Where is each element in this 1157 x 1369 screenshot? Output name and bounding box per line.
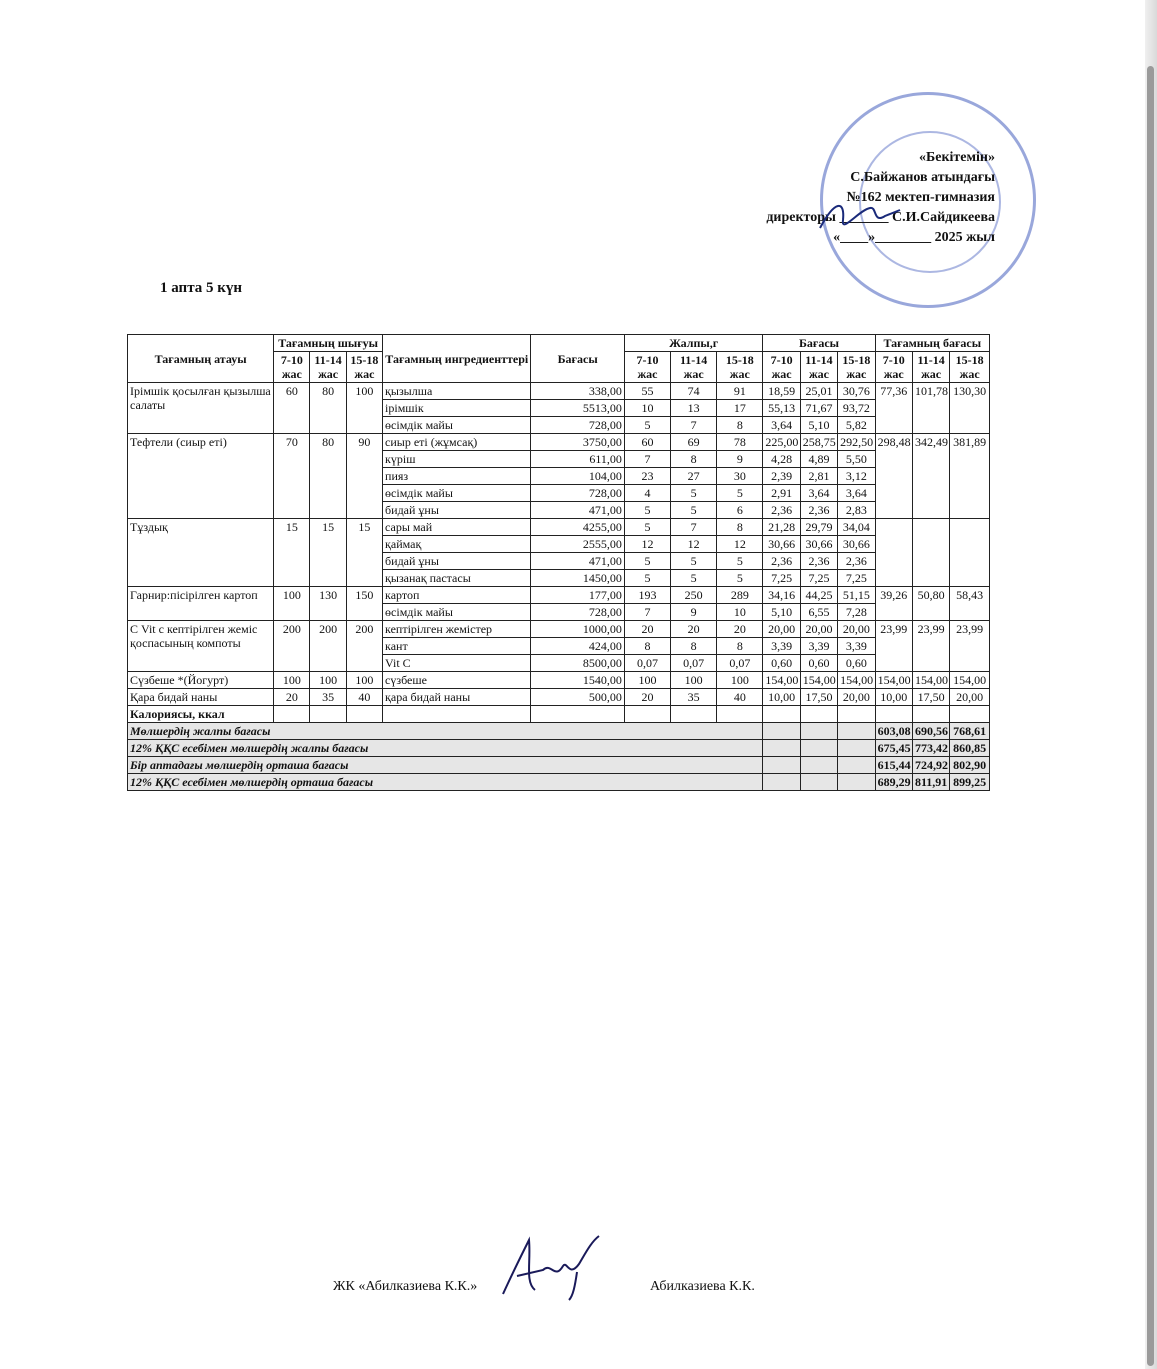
ingredient-cost: 0,60 xyxy=(838,655,875,672)
total-row xyxy=(128,740,990,757)
ingredient-name: пияз xyxy=(383,468,531,485)
header-age: 15-18 жас xyxy=(838,352,875,383)
ingredient-grams: 20 xyxy=(624,621,670,638)
empty-cell xyxy=(912,706,949,723)
ingredient-grams: 27 xyxy=(671,468,717,485)
empty-cell xyxy=(763,706,800,723)
ingredient-cost: 4,89 xyxy=(800,451,837,468)
ingredient-cost: 154,00 xyxy=(763,672,800,689)
ingredient-grams: 250 xyxy=(671,587,717,604)
dish-cost: 77,36 xyxy=(875,383,912,434)
ingredient-grams: 9 xyxy=(717,451,763,468)
ingredient-cost: 51,15 xyxy=(838,587,875,604)
ingredient-grams: 12 xyxy=(624,536,670,553)
ingredient-grams: 74 xyxy=(671,383,717,400)
ingredient-cost: 5,82 xyxy=(838,417,875,434)
header-age: 11-14 жас xyxy=(800,352,837,383)
ingredient-grams: 5 xyxy=(717,553,763,570)
ingredient-grams: 13 xyxy=(671,400,717,417)
ingredient-grams: 193 xyxy=(624,587,670,604)
dish-cost: 50,80 xyxy=(912,587,949,621)
ingredient-grams: 100 xyxy=(717,672,763,689)
ingredient-price: 338,00 xyxy=(531,383,624,400)
empty-cell xyxy=(310,706,346,723)
ingredient-grams: 7 xyxy=(671,417,717,434)
dish-cost: 23,99 xyxy=(875,621,912,672)
ingredient-grams: 100 xyxy=(624,672,670,689)
header-ingredients: Тағамның ингредиенттері xyxy=(383,335,531,383)
ingredient-grams: 5 xyxy=(624,553,670,570)
ingredient-grams: 35 xyxy=(671,689,717,706)
ingredient-cost: 2,39 xyxy=(763,468,800,485)
table-row xyxy=(128,587,990,604)
header-age: 7-10 жас xyxy=(624,352,670,383)
dish-output: 40 xyxy=(346,689,382,706)
dish-name: Қара бидай наны xyxy=(128,689,274,706)
dish-cost: 154,00 xyxy=(875,672,912,689)
ingredient-price: 424,00 xyxy=(531,638,624,655)
ingredient-cost: 5,10 xyxy=(763,604,800,621)
dish-cost: 39,26 xyxy=(875,587,912,621)
ingredient-cost: 258,75 xyxy=(800,434,837,451)
ingredient-grams: 6 xyxy=(717,502,763,519)
empty-cell xyxy=(800,774,837,791)
ingredient-cost: 34,16 xyxy=(763,587,800,604)
header-age: 11-14 жас xyxy=(912,352,949,383)
dish-name: Гарнир:пісірілген картоп xyxy=(128,587,274,621)
empty-cell xyxy=(346,706,382,723)
ingredient-grams: 0,07 xyxy=(717,655,763,672)
ingredient-price: 5513,00 xyxy=(531,400,624,417)
empty-cell xyxy=(763,774,800,791)
day-title: 1 апта 5 күн xyxy=(160,280,243,296)
ingredient-name: қызылша xyxy=(383,383,531,400)
ingredient-grams: 20 xyxy=(671,621,717,638)
ingredient-cost: 2,36 xyxy=(763,553,800,570)
total-value: 690,56 xyxy=(912,723,949,740)
approval-title: «Бекітемін» xyxy=(918,150,995,165)
dish-name: С Vit c кептірілген жеміс қоспасының компоты xyxy=(128,621,274,672)
ingredient-grams: 10 xyxy=(717,604,763,621)
ingredient-name: қаймақ xyxy=(383,536,531,553)
table-row xyxy=(128,621,990,638)
ingredient-name: сүзбеше xyxy=(383,672,531,689)
dish-output: 200 xyxy=(274,621,310,672)
dish-cost: 17,50 xyxy=(912,689,949,706)
ingredient-grams: 5 xyxy=(671,485,717,502)
header-dish-cost: Тағамның бағасы xyxy=(875,335,989,352)
ingredient-cost: 3,64 xyxy=(800,485,837,502)
ingredient-price: 2555,00 xyxy=(531,536,624,553)
ingredient-cost: 4,28 xyxy=(763,451,800,468)
ingredient-grams: 5 xyxy=(624,570,670,587)
header-age: 11-14 жас xyxy=(671,352,717,383)
dish-cost: 130,30 xyxy=(950,383,990,434)
ingredient-grams: 12 xyxy=(717,536,763,553)
dish-output: 60 xyxy=(274,383,310,434)
table-row xyxy=(128,519,990,536)
header-age: 7-10 жас xyxy=(274,352,310,383)
ingredient-cost: 30,66 xyxy=(838,536,875,553)
dish-cost: 58,43 xyxy=(950,587,990,621)
ingredient-cost: 29,79 xyxy=(800,519,837,536)
ingredient-cost: 25,01 xyxy=(800,383,837,400)
ingredient-grams: 78 xyxy=(717,434,763,451)
header-age: 7-10 жас xyxy=(763,352,800,383)
ingredient-cost: 18,59 xyxy=(763,383,800,400)
dish-output: 100 xyxy=(346,383,382,434)
dish-output: 90 xyxy=(346,434,382,519)
ingredient-grams: 4 xyxy=(624,485,670,502)
header-age: 7-10 жас xyxy=(875,352,912,383)
header-price: Бағасы xyxy=(531,335,624,383)
dish-cost xyxy=(875,519,912,587)
ingredient-name: картоп xyxy=(383,587,531,604)
dish-cost: 20,00 xyxy=(950,689,990,706)
scrollbar[interactable] xyxy=(1147,66,1154,1366)
ingredient-cost: 3,12 xyxy=(838,468,875,485)
ingredient-cost: 2,91 xyxy=(763,485,800,502)
ingredient-name: кант xyxy=(383,638,531,655)
dish-output: 100 xyxy=(310,672,346,689)
dish-output: 15 xyxy=(346,519,382,587)
ingredient-grams: 8 xyxy=(717,519,763,536)
ingredient-cost: 225,00 xyxy=(763,434,800,451)
ingredient-name: бидай ұны xyxy=(383,502,531,519)
empty-cell xyxy=(624,706,670,723)
total-label: 12% ҚҚС есебімен мөлшердің жалпы бағасы xyxy=(128,740,763,757)
ingredient-grams: 5 xyxy=(671,553,717,570)
ingredient-cost: 0,60 xyxy=(800,655,837,672)
ingredient-cost: 154,00 xyxy=(800,672,837,689)
ingredient-name: күріш xyxy=(383,451,531,468)
dish-name: Тефтели (сиыр еті) xyxy=(128,434,274,519)
ingredient-grams: 12 xyxy=(671,536,717,553)
total-value: 811,91 xyxy=(912,774,949,791)
dish-output: 80 xyxy=(310,434,346,519)
ingredient-grams: 69 xyxy=(671,434,717,451)
menu-table xyxy=(127,334,990,791)
calories-label: Калориясы, ккал xyxy=(128,706,274,723)
empty-cell xyxy=(274,706,310,723)
ingredient-cost: 7,25 xyxy=(800,570,837,587)
total-value: 773,42 xyxy=(912,740,949,757)
ingredient-name: өсімдік майы xyxy=(383,485,531,502)
ingredient-name: қара бидай наны xyxy=(383,689,531,706)
ingredient-grams: 20 xyxy=(624,689,670,706)
dish-cost: 298,48 xyxy=(875,434,912,519)
ingredient-grams: 40 xyxy=(717,689,763,706)
ingredient-grams: 17 xyxy=(717,400,763,417)
empty-cell xyxy=(950,706,990,723)
dish-cost: 381,89 xyxy=(950,434,990,519)
dish-cost: 23,99 xyxy=(912,621,949,672)
empty-cell xyxy=(800,757,837,774)
ingredient-name: Vit C xyxy=(383,655,531,672)
empty-cell xyxy=(671,706,717,723)
supplier-signature xyxy=(495,1232,615,1302)
dish-output: 15 xyxy=(274,519,310,587)
dish-output: 200 xyxy=(310,621,346,672)
ingredient-cost: 71,67 xyxy=(800,400,837,417)
ingredient-cost: 20,00 xyxy=(838,621,875,638)
header-cost: Бағасы xyxy=(763,335,875,352)
empty-cell xyxy=(763,757,800,774)
total-value: 899,25 xyxy=(950,774,990,791)
ingredient-cost: 0,60 xyxy=(763,655,800,672)
empty-cell xyxy=(717,706,763,723)
table-row xyxy=(128,689,990,706)
ingredient-grams: 30 xyxy=(717,468,763,485)
header-age: 15-18 жас xyxy=(346,352,382,383)
ingredient-cost: 7,25 xyxy=(838,570,875,587)
footer-name: Абилказиева К.К. xyxy=(650,1279,755,1294)
ingredient-price: 728,00 xyxy=(531,417,624,434)
header-dish-name: Тағамның атауы xyxy=(128,335,274,383)
ingredient-price: 1000,00 xyxy=(531,621,624,638)
ingredient-price: 4255,00 xyxy=(531,519,624,536)
empty-cell xyxy=(875,706,912,723)
ingredient-cost: 10,00 xyxy=(763,689,800,706)
ingredient-name: өсімдік майы xyxy=(383,417,531,434)
ingredient-price: 3750,00 xyxy=(531,434,624,451)
ingredient-grams: 8 xyxy=(671,638,717,655)
empty-cell xyxy=(838,774,875,791)
total-row xyxy=(128,723,990,740)
director-signature xyxy=(815,190,905,240)
ingredient-price: 500,00 xyxy=(531,689,624,706)
ingredient-name: сиыр еті (жұмсақ) xyxy=(383,434,531,451)
dish-output: 100 xyxy=(274,672,310,689)
dish-cost xyxy=(950,519,990,587)
ingredient-grams: 8 xyxy=(671,451,717,468)
ingredient-price: 1540,00 xyxy=(531,672,624,689)
ingredient-cost: 154,00 xyxy=(838,672,875,689)
ingredient-grams: 5 xyxy=(624,502,670,519)
approval-line: директоры _______ С.И.Сайдикеева xyxy=(766,210,995,225)
ingredient-grams: 91 xyxy=(717,383,763,400)
dish-output: 100 xyxy=(346,672,382,689)
dish-output: 20 xyxy=(274,689,310,706)
ingredient-grams: 5 xyxy=(624,519,670,536)
empty-cell xyxy=(800,723,837,740)
ingredient-price: 611,00 xyxy=(531,451,624,468)
ingredient-cost: 7,25 xyxy=(763,570,800,587)
ingredient-grams: 9 xyxy=(671,604,717,621)
ingredient-cost: 7,28 xyxy=(838,604,875,621)
ingredient-name: кептірілген жемістер xyxy=(383,621,531,638)
ingredient-cost: 5,10 xyxy=(800,417,837,434)
ingredient-grams: 10 xyxy=(624,400,670,417)
ingredient-cost: 6,55 xyxy=(800,604,837,621)
ingredient-cost: 2,36 xyxy=(800,553,837,570)
dish-name: Сүзбеше *(Йогурт) xyxy=(128,672,274,689)
total-value: 675,45 xyxy=(875,740,912,757)
ingredient-grams: 5 xyxy=(671,570,717,587)
ingredient-grams: 289 xyxy=(717,587,763,604)
empty-cell xyxy=(838,723,875,740)
ingredient-cost: 2,83 xyxy=(838,502,875,519)
ingredient-cost: 17,50 xyxy=(800,689,837,706)
ingredient-price: 1450,00 xyxy=(531,570,624,587)
ingredient-price: 104,00 xyxy=(531,468,624,485)
empty-cell xyxy=(531,706,624,723)
header-age: 11-14 жас xyxy=(310,352,346,383)
ingredient-grams: 5 xyxy=(717,570,763,587)
calories-row xyxy=(128,706,990,723)
ingredient-price: 728,00 xyxy=(531,604,624,621)
empty-cell xyxy=(800,706,837,723)
dish-cost: 101,78 xyxy=(912,383,949,434)
ingredient-grams: 7 xyxy=(624,451,670,468)
approval-line: «____»________ 2025 жыл xyxy=(833,230,995,245)
ingredient-cost: 2,36 xyxy=(838,553,875,570)
table-row xyxy=(128,672,990,689)
ingredient-price: 471,00 xyxy=(531,502,624,519)
ingredient-grams: 5 xyxy=(671,502,717,519)
dish-output: 35 xyxy=(310,689,346,706)
header-output: Тағамның шығуы xyxy=(274,335,383,352)
ingredient-grams: 8 xyxy=(717,417,763,434)
total-value: 603,08 xyxy=(875,723,912,740)
dish-cost: 10,00 xyxy=(875,689,912,706)
ingredient-cost: 3,39 xyxy=(800,638,837,655)
ingredient-price: 728,00 xyxy=(531,485,624,502)
ingredient-name: ірімшік xyxy=(383,400,531,417)
ingredient-cost: 55,13 xyxy=(763,400,800,417)
empty-cell xyxy=(838,706,875,723)
dish-output: 80 xyxy=(310,383,346,434)
ingredient-grams: 7 xyxy=(624,604,670,621)
empty-cell xyxy=(383,706,531,723)
ingredient-cost: 20,00 xyxy=(800,621,837,638)
table-row xyxy=(128,434,990,451)
ingredient-cost: 2,36 xyxy=(800,502,837,519)
ingredient-grams: 5 xyxy=(717,485,763,502)
dish-cost: 23,99 xyxy=(950,621,990,672)
ingredient-grams: 23 xyxy=(624,468,670,485)
ingredient-cost: 20,00 xyxy=(838,689,875,706)
table-row xyxy=(128,383,990,400)
total-label: 12% ҚҚС есебімен мөлшердің орташа бағасы xyxy=(128,774,763,791)
ingredient-grams: 20 xyxy=(717,621,763,638)
ingredient-grams: 8 xyxy=(717,638,763,655)
ingredient-price: 177,00 xyxy=(531,587,624,604)
total-value: 615,44 xyxy=(875,757,912,774)
dish-cost: 342,49 xyxy=(912,434,949,519)
ingredient-cost: 34,04 xyxy=(838,519,875,536)
ingredient-grams: 5 xyxy=(624,417,670,434)
ingredient-name: сары май xyxy=(383,519,531,536)
ingredient-cost: 3,64 xyxy=(763,417,800,434)
ingredient-grams: 8 xyxy=(624,638,670,655)
empty-cell xyxy=(763,740,800,757)
ingredient-cost: 2,36 xyxy=(763,502,800,519)
ingredient-name: өсімдік майы xyxy=(383,604,531,621)
ingredient-name: бидай ұны xyxy=(383,553,531,570)
total-value: 724,92 xyxy=(912,757,949,774)
dish-cost: 154,00 xyxy=(912,672,949,689)
total-row xyxy=(128,757,990,774)
ingredient-grams: 55 xyxy=(624,383,670,400)
ingredient-cost: 30,66 xyxy=(800,536,837,553)
ingredient-grams: 0,07 xyxy=(671,655,717,672)
ingredient-cost: 3,64 xyxy=(838,485,875,502)
dish-output: 130 xyxy=(310,587,346,621)
dish-output: 200 xyxy=(346,621,382,672)
total-label: Бір аптадағы мөлшердің орташа бағасы xyxy=(128,757,763,774)
ingredient-price: 8500,00 xyxy=(531,655,624,672)
ingredient-cost: 5,50 xyxy=(838,451,875,468)
empty-cell xyxy=(763,723,800,740)
ingredient-grams: 0,07 xyxy=(624,655,670,672)
footer-company: ЖК «Абилказиева К.К.» xyxy=(333,1279,478,1294)
dish-name: Ірімшік қосылған қызылша салаты xyxy=(128,383,274,434)
approval-line: С.Байжанов атындағы xyxy=(850,170,995,185)
dish-output: 100 xyxy=(274,587,310,621)
ingredient-cost: 292,50 xyxy=(838,434,875,451)
ingredient-cost: 93,72 xyxy=(838,400,875,417)
ingredient-grams: 60 xyxy=(624,434,670,451)
approval-line: №162 мектеп-гимназия xyxy=(846,190,995,205)
dish-output: 15 xyxy=(310,519,346,587)
header-total: Жалпы,г xyxy=(624,335,763,352)
empty-cell xyxy=(838,757,875,774)
ingredient-cost: 3,39 xyxy=(763,638,800,655)
empty-cell xyxy=(838,740,875,757)
header-age: 15-18 жас xyxy=(950,352,990,383)
ingredient-cost: 30,66 xyxy=(763,536,800,553)
ingredient-grams: 100 xyxy=(671,672,717,689)
dish-output: 70 xyxy=(274,434,310,519)
dish-cost: 154,00 xyxy=(950,672,990,689)
ingredient-grams: 7 xyxy=(671,519,717,536)
total-value: 860,85 xyxy=(950,740,990,757)
total-value: 802,90 xyxy=(950,757,990,774)
ingredient-price: 471,00 xyxy=(531,553,624,570)
total-value: 689,29 xyxy=(875,774,912,791)
dish-output: 150 xyxy=(346,587,382,621)
total-row xyxy=(128,774,990,791)
ingredient-cost: 20,00 xyxy=(763,621,800,638)
total-value: 768,61 xyxy=(950,723,990,740)
header-age: 15-18 жас xyxy=(717,352,763,383)
ingredient-cost: 44,25 xyxy=(800,587,837,604)
ingredient-cost: 3,39 xyxy=(838,638,875,655)
dish-cost xyxy=(912,519,949,587)
ingredient-cost: 30,76 xyxy=(838,383,875,400)
dish-name: Тұздық xyxy=(128,519,274,587)
ingredient-cost: 2,81 xyxy=(800,468,837,485)
total-label: Мөлшердің жалпы бағасы xyxy=(128,723,763,740)
ingredient-cost: 21,28 xyxy=(763,519,800,536)
empty-cell xyxy=(800,740,837,757)
ingredient-name: қызанақ пастасы xyxy=(383,570,531,587)
